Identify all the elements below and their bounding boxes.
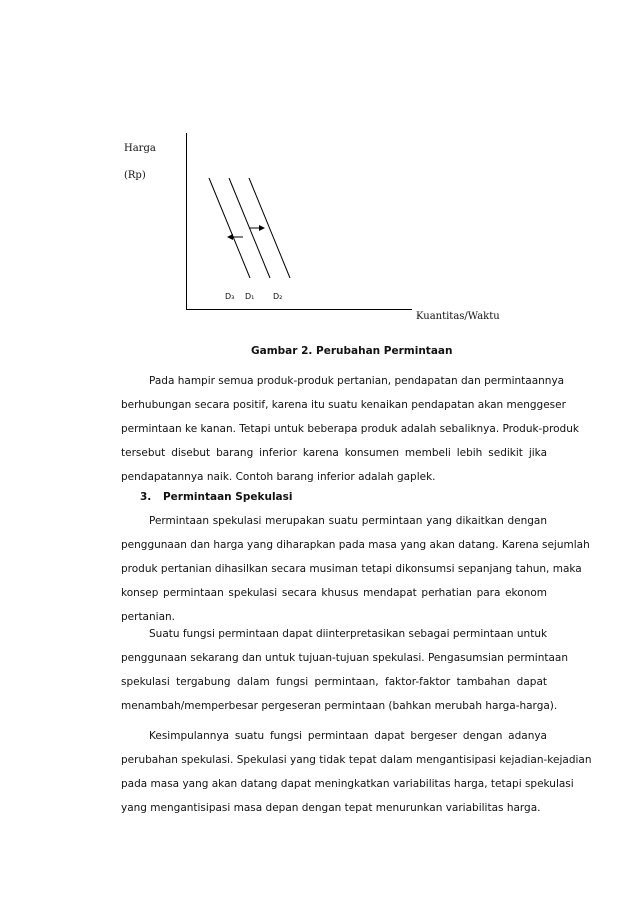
text-line: penggunaan dan harga yang diharapkan pada masa yang akan datang. Karena sejumlah bbox=[121, 539, 590, 551]
section-title: Permintaan Spekulasi bbox=[162, 491, 293, 503]
text-line: penggunaan sekarang dan untuk tujuan-tujuan spekulasi. Pengasumsian permintaan bbox=[121, 652, 568, 664]
text-line: Suatu fungsi permintaan dapat diinterpretasikan sebagai permintaan untuk bbox=[149, 628, 548, 640]
demand-curves-graph bbox=[0, 0, 638, 330]
text-line: Permintaan spekulasi merupakan suatu permintaan yang dikaitkan dengan bbox=[149, 515, 547, 527]
section-heading bbox=[140, 491, 292, 503]
y-axis-label-unit: (Rp) bbox=[124, 170, 146, 181]
text-line: permintaan ke kanan. Tetapi untuk beberapa produk adalah sebaliknya. Produk-produk bbox=[121, 423, 579, 435]
text-line: konsep permintaan spekulasi secara khusus mendapat perhatian para ekonom bbox=[121, 587, 547, 599]
paragraph-income-effect bbox=[121, 369, 579, 489]
figure-caption: Gambar 2. Perubahan Permintaan bbox=[251, 345, 453, 357]
text-line: berhubungan secara positif, karena itu suatu kenaikan pendapatan akan menggeser bbox=[121, 399, 566, 411]
text-line: yang mengantisipasi masa depan dengan tepat menurunkan variabilitas harga. bbox=[121, 802, 541, 814]
paragraph-speculative-demand bbox=[121, 509, 590, 629]
text-line: Pada hampir semua produk-produk pertanian, pendapatan dan permintaannya bbox=[149, 375, 565, 387]
text-line: produk pertanian dihasilkan secara musiman tetapi dikonsumsi sepanjang tahun, maka bbox=[121, 563, 582, 575]
right-arrowhead-icon bbox=[259, 225, 265, 231]
text-line: menambah/memperbesar pergeseran permintaan (bahkan merubah harga-harga). bbox=[121, 700, 558, 712]
paragraph-demand-function bbox=[121, 622, 568, 718]
curve-label-d2: D₂ bbox=[273, 292, 283, 301]
text-line: Kesimpulannya suatu fungsi permintaan dapat bergeser dengan adanya bbox=[149, 730, 547, 742]
left-arrowhead-icon bbox=[227, 234, 233, 240]
y-axis-label-price: Harga bbox=[124, 143, 156, 154]
demand-curve-d3 bbox=[209, 178, 250, 278]
text-line: perubahan spekulasi. Spekulasi yang tidak tepat dalam mengantisipasi kejadian-kejadian bbox=[121, 754, 592, 766]
section-number: 3. bbox=[140, 491, 152, 503]
text-line: tersebut disebut barang inferior karena konsumen membeli lebih sedikit jika bbox=[121, 447, 547, 459]
x-axis-label: Kuantitas/Waktu bbox=[416, 311, 500, 322]
text-line: pada masa yang akan datang dapat meningkatkan variabilitas harga, tetapi spekulasi bbox=[121, 778, 574, 790]
curve-label-d1: D₁ bbox=[245, 292, 255, 301]
text-line: pendapatannya naik. Contoh barang inferior adalah gaplek. bbox=[121, 471, 436, 483]
curve-label-d3: D₃ bbox=[225, 292, 235, 301]
paragraph-conclusion bbox=[121, 724, 592, 820]
text-line: pertanian. bbox=[121, 611, 175, 623]
text-line: spekulasi tergabung dalam fungsi permintaan, faktor-faktor tambahan dapat bbox=[121, 676, 547, 688]
